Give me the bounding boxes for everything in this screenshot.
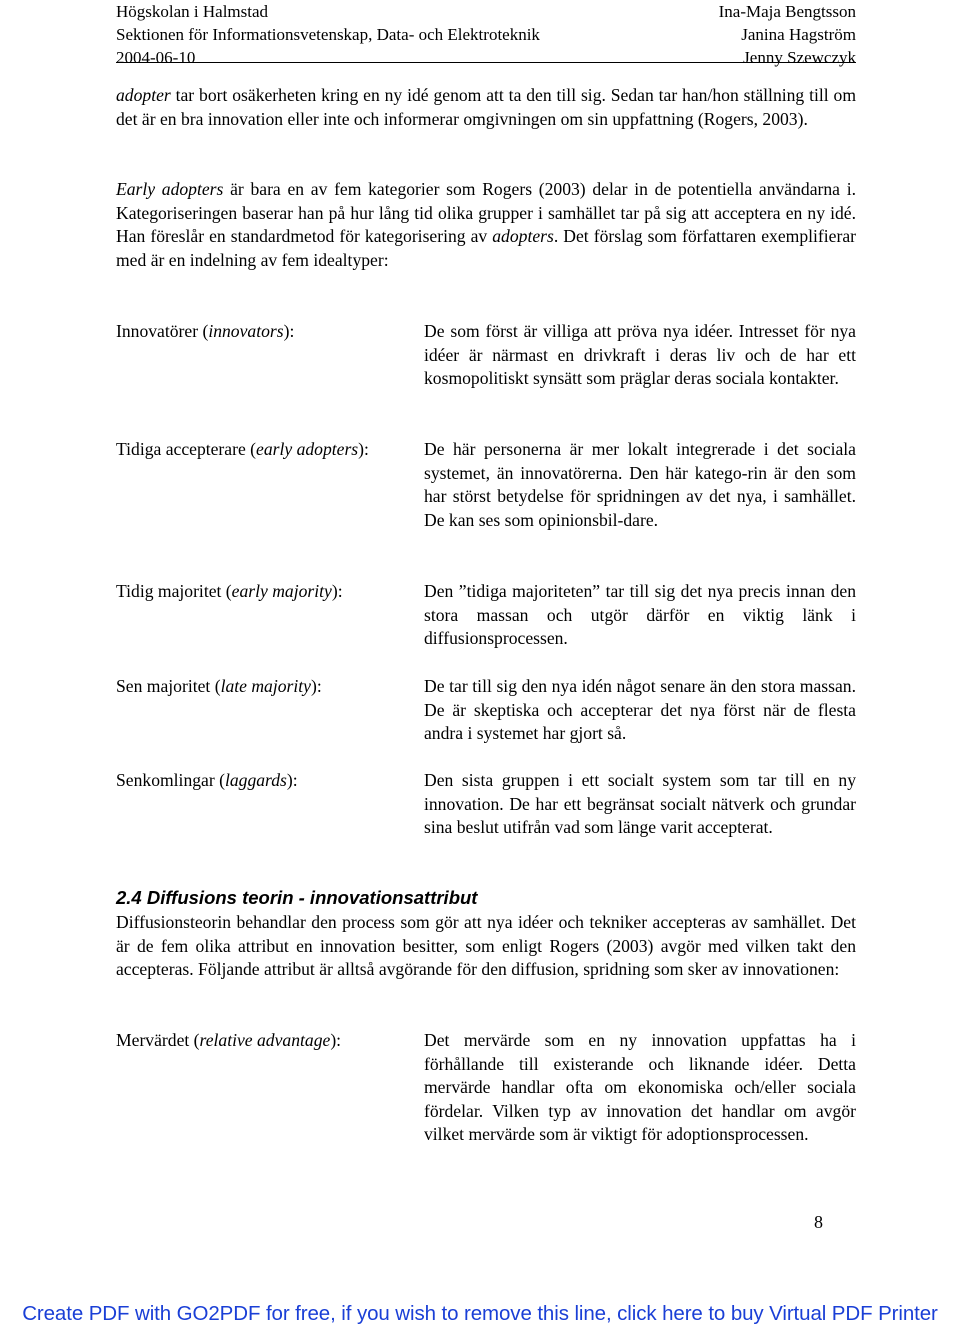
- header-left: [116, 0, 540, 69]
- term-adopters: adopters: [492, 226, 554, 247]
- header-author-3: Jenny Szewczyk: [743, 48, 856, 67]
- section-body: Diffusionsteorin behandlar den process som gör att nya idéer och tekniker accepteras av samhället. Det är de fem olika attribut en innovation besitter, som enligt Rogers (2003) avgör med vilken takt den accepteras. Följande attribut är alltså avgörande för den diffusion, spridning som sker av innovationen:: [116, 912, 856, 980]
- category-desc-early-adopters: De här personerna är mer lokalt integrerade i det sociala systemet, än innovatörerna. Den här katego-rin är den som har störst betydelse för spridningen av det nya, i samhället. De kan ses som opinionsbil-dare.: [424, 439, 856, 530]
- category-desc-late-majority: De tar till sig den nya idén något senare än den stora massan. De är skeptiska och accepterar det nya först när de flesta andra i systemet har gjort så.: [424, 676, 856, 744]
- intro-paragraph-2-text-b: . Det förslag som författaren exemplifierar med är en indelning av fem idealtyper:: [116, 226, 856, 270]
- section-heading: 2.4 Diffusions teorin - innovationsattribut: [116, 887, 478, 908]
- go2pdf-footer-link[interactable]: Create PDF with GO2PDF for free, if you wish to remove this line, click here to buy Virtual PDF Printer: [22, 1302, 938, 1325]
- category-term-late-majority: Sen majoritet (late majority):: [116, 676, 322, 696]
- term-adopter: adopter: [116, 85, 171, 105]
- attribute-term-relative-advantage: Mervärdet (relative advantage):: [116, 1030, 342, 1050]
- category-term-early-adopters: Tidiga accepterare (early adopters):: [116, 439, 369, 459]
- category-term-early-majority: Tidig majoritet (early majority):: [116, 581, 343, 601]
- header-right: [719, 0, 856, 69]
- header-divider: [116, 62, 856, 63]
- intro-paragraph-1-text: tar bort osäkerheten kring en ny idé genom att ta den till sig. Sedan tar han/hon ställning till om det är en bra innovation eller inte och informerar omgivningen om sin uppfattning (Rogers, 2003).: [116, 85, 856, 129]
- attribute-desc-relative-advantage: Det mervärde som en ny innovation uppfattas ha i förhållande till existerande och liknande idéer. Detta mervärde handlar ofta om ekonomiska och/eller sociala fördelar. Vilken typ av innovation det handlar om avgör vilket mervärde som är viktigt för adoptionsprocessen.: [424, 1030, 856, 1145]
- header-department: Sektionen för Informationsvetenskap, Data- och Elektroteknik: [116, 25, 540, 44]
- header-date: 2004-06-10: [116, 48, 196, 67]
- intro-paragraph-2-text-a: är bara en av fem kategorier som Rogers (2003) delar in de potentiella användarna i. Kategoriseringen baserar han på hur lång tid olika grupper i samhället tar på sig att acceptera en ny idé. Han föreslår en standardmetod för kategorisering av: [116, 179, 856, 247]
- category-term-innovators: Innovatörer (innovators):: [116, 321, 295, 341]
- header-author-2: Janina Hagström: [741, 25, 856, 44]
- page-number: 8: [814, 1212, 823, 1232]
- header-university: Högskolan i Halmstad: [116, 2, 269, 21]
- intro-paragraph-2: [116, 178, 856, 272]
- term-early-adopters: Early adopters: [116, 179, 224, 199]
- category-desc-laggards: Den sista gruppen i ett socialt system som tar till en ny innovation. De har ett begränsat socialt nätverk och grundar sina beslut utifrån vad som länge varit accepterat.: [424, 770, 856, 838]
- category-desc-early-majority: Den ”tidiga majoriteten” tar till sig det nya precis innan den stora massan och utgör därför en viktig länk i diffusionsprocessen.: [424, 581, 856, 649]
- header-author-1: Ina-Maja Bengtsson: [718, 2, 856, 21]
- category-term-laggards: Senkomlingar (laggards):: [116, 770, 298, 790]
- intro-paragraph-1: [116, 84, 856, 131]
- category-desc-innovators: De som först är villiga att pröva nya idéer. Intresset för nya idéer är närmast en drivkraft i deras liv och de har ett kosmopolitiskt synsätt som präglar deras sociala kontakter.: [424, 321, 856, 389]
